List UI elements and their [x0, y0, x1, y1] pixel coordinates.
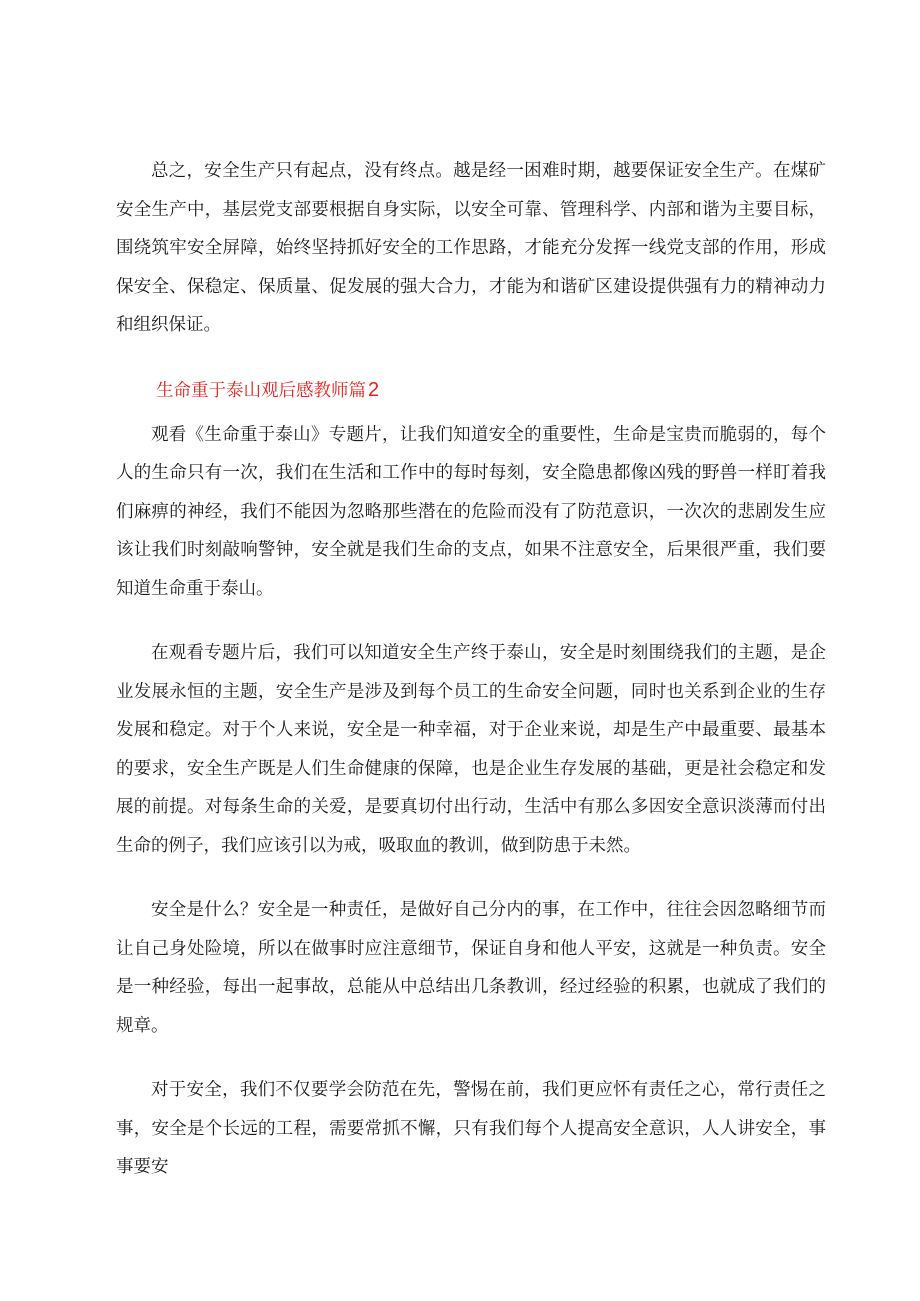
- section-heading-text: 生命重于泰山观后感教师篇: [156, 380, 366, 401]
- paragraph-1: 观看《生命重于泰山》专题片，让我们知道安全的重要性，生命是宝贵而脆弱的，每个人的生命只有一次，我们在生活和工作中的每时每刻，安全隐患都像凶残的野兽一样盯着我们麻痹的神经，我们不能因为忽略那些潜在的危险而没有了防范意识，一次次的悲剧发生应该让我们时刻敲响警钟，安全就是我们生命的支点，如果不注意安全，后果很严重，我们要知道生命重于泰山。: [116, 424, 826, 599]
- paragraph-3: 安全是什么？安全是一种责任，是做好自己分内的事，在工作中，往往会因忽略细节而让自己身处险境，所以在做事时应注意细节，保证自身和他人平安，这就是一种负责。安全是一种经验，每出一起事故，总能从中总结出几条教训，经过经验的积累，也就成了我们的规章。: [116, 900, 826, 1036]
- section-heading: [116, 371, 826, 410]
- paragraph-2: 在观看专题片后，我们可以知道安全生产终于泰山，安全是时刻围绕我们的主题，是企业发展永恒的主题，安全生产是涉及到每个员工的生命安全问题，同时也关系到企业的生存发展和稳定。对于个人来说，安全是一种幸福，对于企业来说，却是生产中最重要、最基本的要求，安全生产既是人们生命健康的保障，也是企业生存发展的基础，更是社会稳定和发展的前提。对每条生命的关爱，是要真切付出行动，生活中有那么多因安全意识淡薄而付出生命的例子，我们应该引以为戒，吸取血的教训，做到防患于未然。: [116, 643, 826, 856]
- paragraph-4: 对于安全，我们不仅要学会防范在先，警惕在前，我们更应怀有责任之心，常行责任之事，安全是个长远的工程，需要常抓不懈，只有我们每个人提高安全意识，人人讲安全，事事要安: [116, 1080, 826, 1177]
- document-page: [116, 152, 826, 1213]
- section-heading-number: 2: [368, 378, 380, 401]
- paragraph-conclusion: 总之，安全生产只有起点，没有终点。越是经一困难时期，越要保证安全生产。在煤矿安全生产中，基层党支部要根据自身实际，以安全可靠、管理科学、内部和谐为主要目标，围绕筑牢安全屏障，始终坚持抓好安全的工作思路，才能充分发挥一线党支部的作用，形成保安全、保稳定、保质量、促发展的强大合力，才能为和谐矿区建设提供强有力的精神动力和组织保证。: [116, 161, 826, 335]
